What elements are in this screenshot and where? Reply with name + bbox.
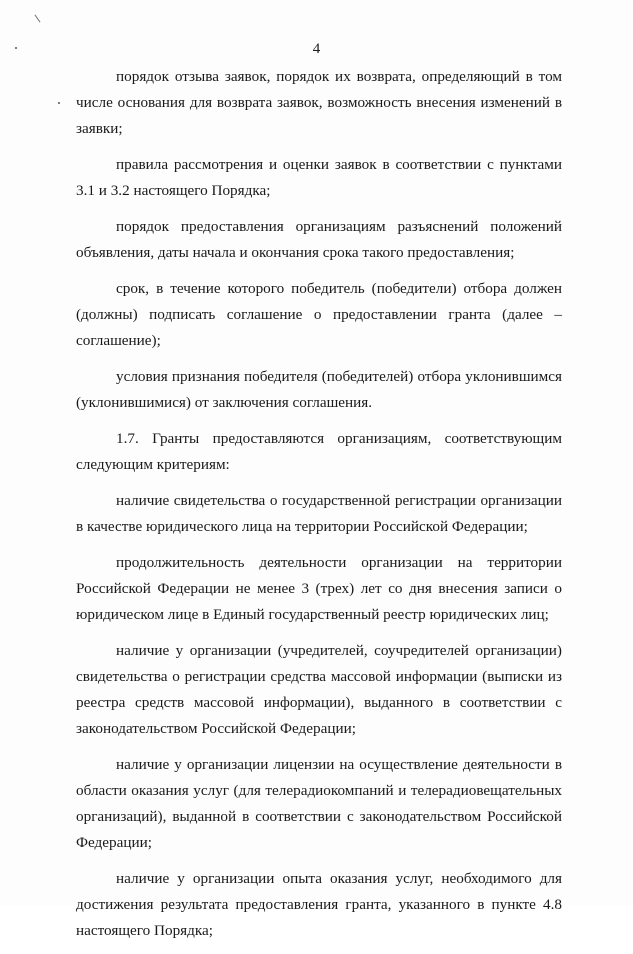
paragraph: порядок отзыва заявок, порядок их возврата, определяющий в том числе основания для возврата заявок, возможность внесения изменений в заявки; (76, 68, 562, 137)
scan-speck (58, 102, 60, 104)
paragraph: порядок предоставления организациям разъяснений положений объявления, даты начала и окончания срока такого предоставления; (76, 218, 562, 261)
paragraph: условия признания победителя (победителей) отбора уклонившимся (уклонившимися) от заключения соглашения. (76, 368, 562, 411)
document-body (76, 64, 562, 954)
scan-mark (35, 15, 41, 23)
criterion-paragraph: наличие свидетельства о государственной регистрации организации в качестве юридического лица на территории Российской Федерации; (76, 492, 562, 535)
criterion-paragraph: наличие у организации (учредителей, соучредителей организации) свидетельства о регистрации средства массовой информации (выписки из реестра средств массовой информации), выданного в соответствии с законодательством Российской Федерации; (76, 642, 562, 737)
section-heading-paragraph: 1.7. Гранты предоставляются организациям, соответствующим следующим критериям: (76, 430, 562, 473)
criterion-paragraph: наличие у организации лицензии на осуществление деятельности в области оказания услуг (для телерадиокомпаний и телерадиовещательных организаций), выданной в соответствии с законодательством Российской Федерации; (76, 756, 562, 851)
page-number: 4 (312, 41, 321, 57)
criterion-paragraph: наличие у организации опыта оказания услуг, необходимого для достижения результата предоставления гранта, указанного в пункте 4.8 настоящего Порядка; (76, 870, 562, 939)
criterion-paragraph: продолжительность деятельности организации на территории Российской Федерации не менее 3 (трех) лет со дня внесения записи о юридическом лице в Единый государственный реестр юридических лиц; (76, 554, 562, 623)
paragraph: срок, в течение которого победитель (победители) отбора должен (должны) подписать соглашение о предоставлении гранта (далее – соглашение); (76, 280, 562, 349)
paragraph: правила рассмотрения и оценки заявок в соответствии с пунктами 3.1 и 3.2 настоящего Порядка; (76, 156, 562, 199)
